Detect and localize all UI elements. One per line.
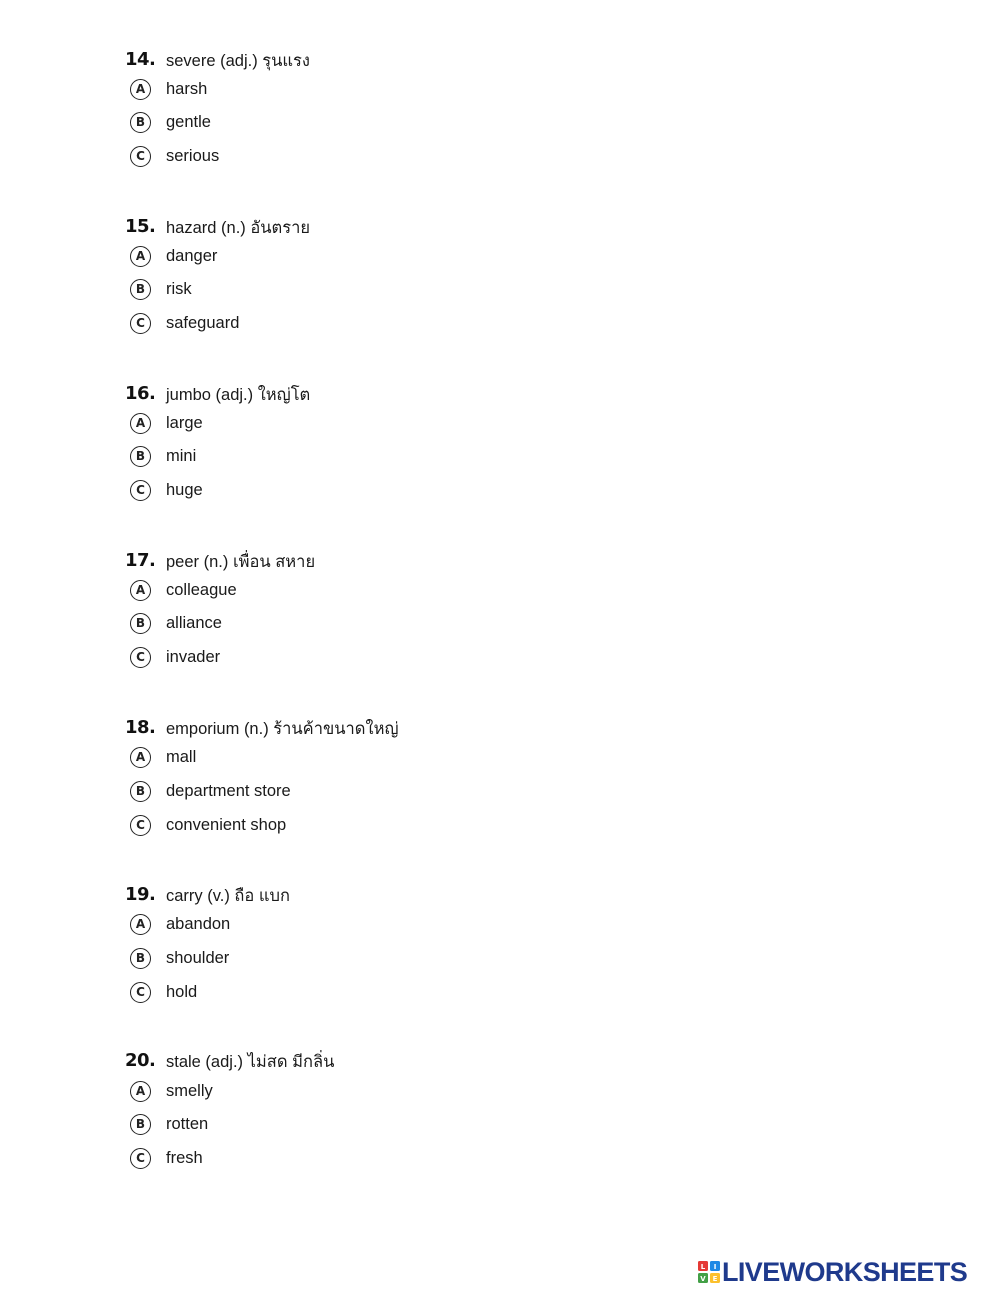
- question-prompt: emporium (n.) ร้านค้าขนาดใหญ่: [166, 720, 399, 738]
- option-a[interactable]: [130, 1081, 530, 1107]
- question-number: 16.: [125, 383, 156, 404]
- option-c[interactable]: [130, 146, 530, 172]
- option-label[interactable]: smelly: [166, 1082, 213, 1100]
- option-a[interactable]: [130, 580, 530, 606]
- option-b[interactable]: [130, 112, 530, 138]
- question-header: [0, 215, 700, 241]
- question-prompt: peer (n.) เพื่อน สหาย: [166, 553, 316, 571]
- option-letter-circle[interactable]: A: [130, 1081, 151, 1102]
- question-header: [0, 716, 700, 742]
- liveworksheets-logo[interactable]: [698, 1258, 994, 1286]
- option-label[interactable]: huge: [166, 481, 203, 499]
- option-b[interactable]: [130, 781, 530, 807]
- option-letter-circle[interactable]: B: [130, 781, 151, 802]
- option-label[interactable]: abandon: [166, 915, 231, 933]
- option-b[interactable]: [130, 446, 530, 472]
- option-letter-circle[interactable]: A: [130, 79, 151, 100]
- option-letter-circle[interactable]: C: [130, 647, 151, 668]
- option-letter-circle[interactable]: C: [130, 982, 151, 1003]
- option-a[interactable]: [130, 413, 530, 439]
- option-c[interactable]: [130, 313, 530, 339]
- option-a[interactable]: [130, 79, 530, 105]
- option-letter-circle[interactable]: B: [130, 279, 151, 300]
- option-label[interactable]: shoulder: [166, 949, 230, 967]
- question-number: 18.: [125, 717, 156, 738]
- option-label[interactable]: serious: [166, 147, 220, 165]
- option-letter-circle[interactable]: B: [130, 446, 151, 467]
- option-c[interactable]: [130, 1148, 530, 1174]
- option-label[interactable]: mini: [166, 447, 197, 465]
- option-b[interactable]: [130, 613, 530, 639]
- question-prompt: severe (adj.) รุนแรง: [166, 52, 310, 70]
- option-label[interactable]: gentle: [166, 113, 211, 131]
- question-number: 15.: [125, 216, 156, 237]
- option-letter-circle[interactable]: A: [130, 413, 151, 434]
- question-header: [0, 382, 700, 408]
- option-label[interactable]: department store: [166, 782, 291, 800]
- option-b[interactable]: [130, 1114, 530, 1140]
- option-label[interactable]: safeguard: [166, 314, 240, 332]
- option-label[interactable]: invader: [166, 648, 221, 666]
- option-label[interactable]: harsh: [166, 80, 208, 98]
- option-letter-circle[interactable]: B: [130, 1114, 151, 1135]
- option-letter-circle[interactable]: C: [130, 815, 151, 836]
- option-letter-circle[interactable]: C: [130, 480, 151, 501]
- option-label[interactable]: colleague: [166, 581, 237, 599]
- svg-text:I: I: [713, 1263, 717, 1271]
- option-letter-circle[interactable]: A: [130, 914, 151, 935]
- option-label[interactable]: risk: [166, 280, 192, 298]
- question-number: 14.: [125, 49, 156, 70]
- svg-text:V: V: [700, 1275, 706, 1283]
- option-b[interactable]: [130, 279, 530, 305]
- option-b[interactable]: [130, 948, 530, 974]
- option-label[interactable]: alliance: [166, 614, 222, 632]
- option-letter-circle[interactable]: C: [130, 146, 151, 167]
- question-header: [0, 549, 700, 575]
- option-label[interactable]: danger: [166, 247, 218, 265]
- liveworksheets-brand-text: LIVEWORKSHEETS: [722, 1257, 968, 1287]
- option-letter-circle[interactable]: C: [130, 1148, 151, 1169]
- question-prompt: carry (v.) ถือ แบก: [166, 887, 291, 905]
- option-label[interactable]: hold: [166, 983, 198, 1001]
- question-prompt: jumbo (adj.) ใหญ่โต: [166, 386, 311, 404]
- question-header: [0, 883, 700, 909]
- option-c[interactable]: [130, 647, 530, 673]
- option-letter-circle[interactable]: A: [130, 580, 151, 601]
- question-header: [0, 1049, 700, 1075]
- svg-text:E: E: [712, 1275, 718, 1283]
- question-number: 17.: [125, 550, 156, 571]
- liveworksheets-logo-icon: [698, 1261, 720, 1283]
- option-letter-circle[interactable]: C: [130, 313, 151, 334]
- question-number: 20.: [125, 1050, 156, 1071]
- option-a[interactable]: [130, 914, 530, 940]
- option-label[interactable]: convenient shop: [166, 816, 287, 834]
- option-c[interactable]: [130, 480, 530, 506]
- option-letter-circle[interactable]: B: [130, 948, 151, 969]
- question-header: [0, 48, 700, 74]
- option-letter-circle[interactable]: A: [130, 246, 151, 267]
- option-c[interactable]: [130, 815, 530, 841]
- option-c[interactable]: [130, 982, 530, 1008]
- option-letter-circle[interactable]: A: [130, 747, 151, 768]
- question-prompt: hazard (n.) อันตราย: [166, 219, 311, 237]
- option-letter-circle[interactable]: B: [130, 613, 151, 634]
- option-a[interactable]: [130, 246, 530, 272]
- option-label[interactable]: mall: [166, 748, 197, 766]
- svg-text:L: L: [700, 1263, 706, 1271]
- option-letter-circle[interactable]: B: [130, 112, 151, 133]
- option-label[interactable]: fresh: [166, 1149, 203, 1167]
- option-label[interactable]: large: [166, 414, 203, 432]
- option-a[interactable]: [130, 747, 530, 773]
- option-label[interactable]: rotten: [166, 1115, 209, 1133]
- question-prompt: stale (adj.) ไม่สด มีกลิ่น: [166, 1053, 335, 1071]
- question-number: 19.: [125, 884, 156, 905]
